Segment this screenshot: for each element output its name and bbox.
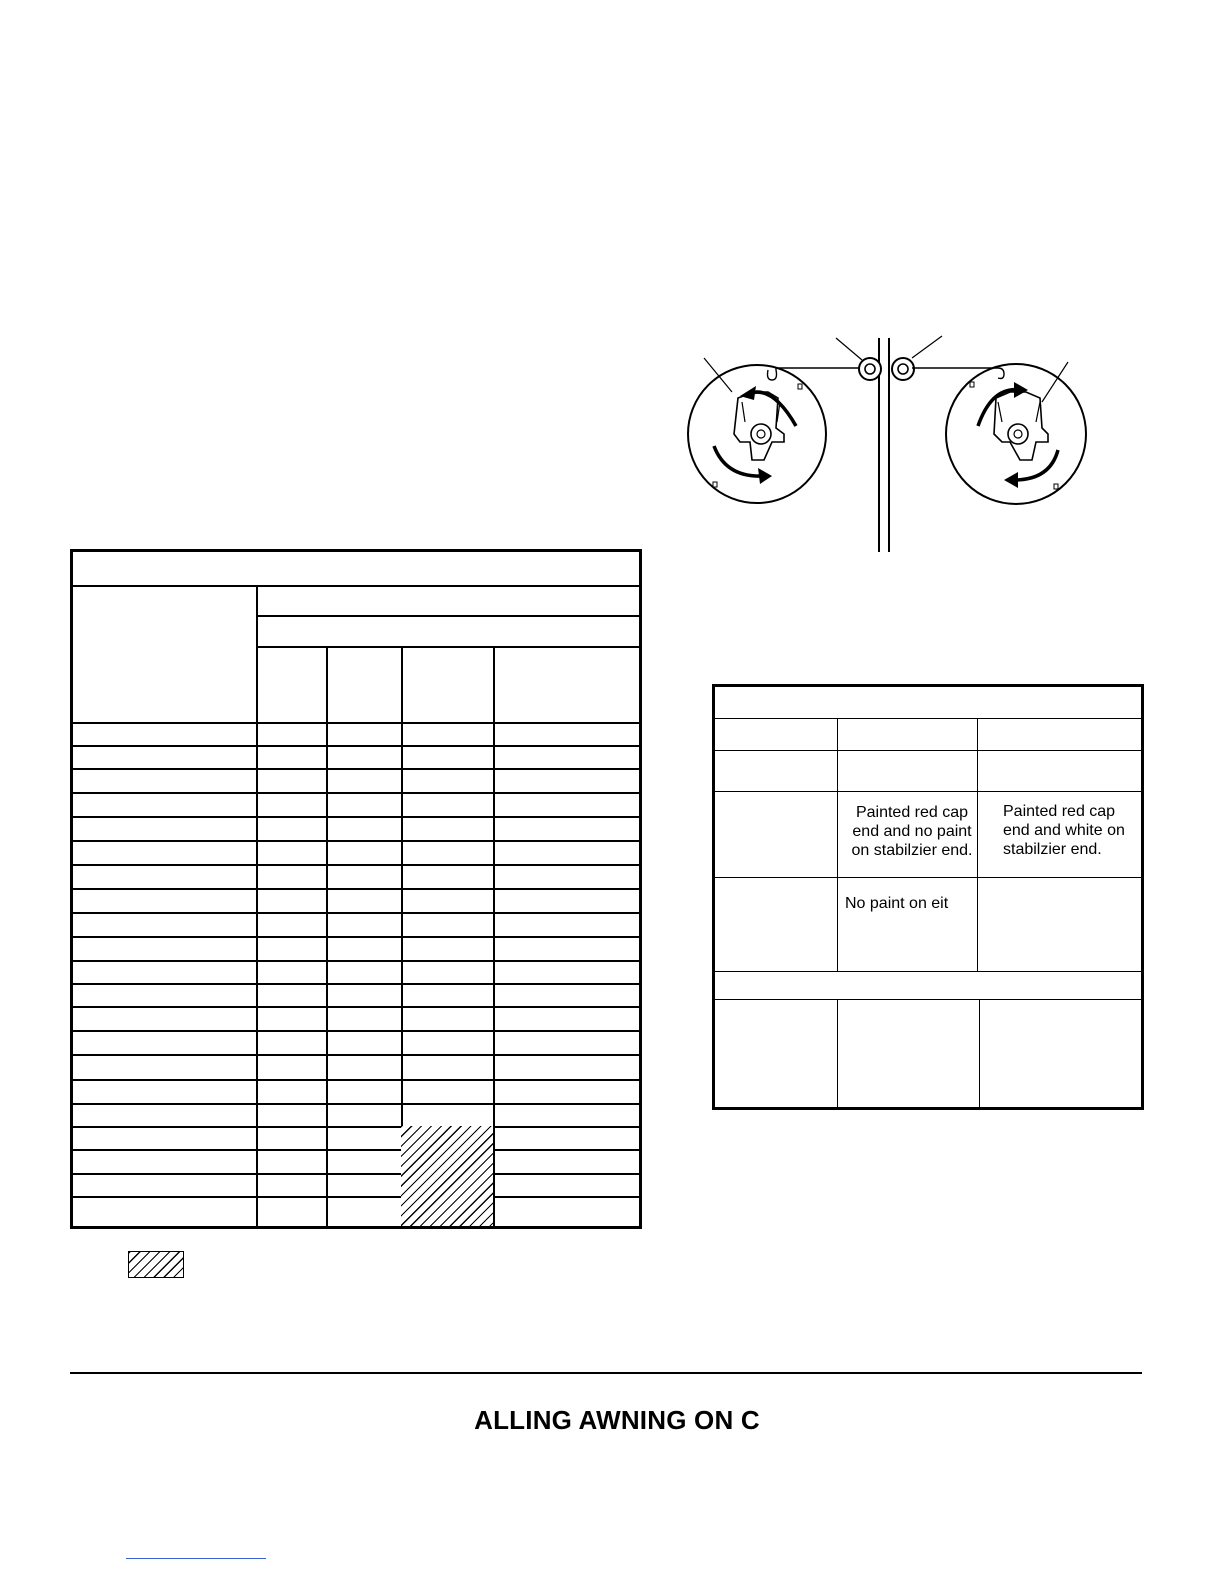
table-row-rule <box>73 1173 639 1175</box>
table-row-rule <box>73 840 639 842</box>
table-column-rule <box>977 718 978 971</box>
table-row-rule <box>73 1149 639 1151</box>
footer-title: ALLING AWNING ON C <box>474 1405 760 1435</box>
cell-no-paint: No paint on eit <box>845 895 949 912</box>
spring-diagram <box>680 330 1100 560</box>
table-rule <box>715 971 1141 972</box>
table-row-rule <box>73 745 639 747</box>
table-row-rule <box>73 768 639 770</box>
table-row-rule <box>73 983 639 985</box>
footer-rule <box>70 1372 1142 1374</box>
table-row-rule <box>73 816 639 818</box>
table-row-rule <box>73 1054 639 1056</box>
spring-turns-table <box>70 549 642 1229</box>
spring-identification-table <box>712 684 1144 1110</box>
table-row-rule <box>73 1006 639 1008</box>
table-column-rule <box>837 718 838 971</box>
link-underline[interactable] <box>126 1558 266 1559</box>
table-row-rule <box>73 792 639 794</box>
hatched-na-cell <box>401 1126 493 1226</box>
table-row-rule <box>73 1196 639 1198</box>
cell-red-cap-no-paint: Painted red cap end and no paint on stabilzier end. <box>851 804 973 859</box>
table-row-rule <box>73 960 639 962</box>
cell-red-cap-white: Painted red cap end and white on stabilzier end. <box>1003 803 1125 858</box>
table-row-rule <box>73 1079 639 1081</box>
table-row-rule <box>73 936 639 938</box>
table-row-rule <box>73 864 639 866</box>
table-rule <box>715 877 1141 878</box>
table-row-rule <box>73 722 639 724</box>
table-rule <box>256 615 639 617</box>
table-rule <box>715 750 1141 751</box>
table-row-rule <box>73 1103 639 1105</box>
table-column-rule <box>837 999 838 1107</box>
table-rule <box>715 999 1141 1000</box>
table-row-rule <box>73 888 639 890</box>
table-column-rule <box>256 585 258 1226</box>
table-column-rule <box>979 999 980 1107</box>
table-row-rule <box>73 1030 639 1032</box>
left-spring-disc <box>688 358 870 503</box>
table-rule <box>256 646 639 648</box>
hatch-legend-swatch <box>128 1251 184 1278</box>
right-spring-disc <box>912 362 1086 504</box>
table-row-rule <box>73 1126 639 1128</box>
table-row-rule <box>73 912 639 914</box>
table-rule <box>715 718 1141 719</box>
table-rule <box>73 585 639 587</box>
table-rule <box>715 791 1141 792</box>
